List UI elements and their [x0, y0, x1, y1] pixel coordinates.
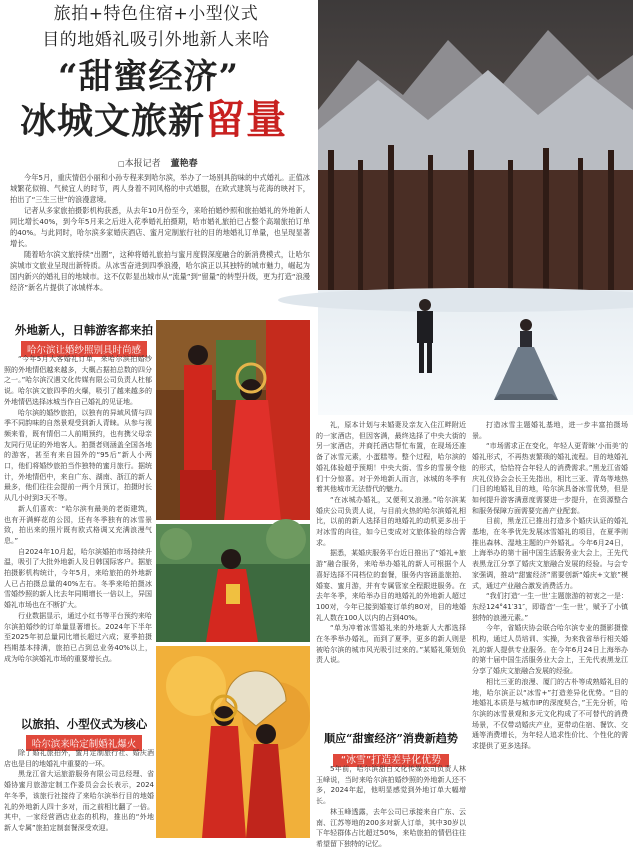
square-icon: □: [118, 160, 125, 168]
section2-paragraph: 黑龙江省大运旅游服务有限公司总经理、省婚协蜜月旅游定制工作委员会会长表示，2024年冬季，该旅行社接待了来哈尔滨举行目的地婚礼的外地新人四十多对，而之前相比翻了一倍。其中，一家经营酒店业态的机构，推出的“外地新人专属”旅拍定制套餐深受欢迎。: [4, 770, 154, 832]
section1-paragraph: “今年5月大客婚礼订单，来哈尔滨拍婚纱照的外地情侣越来越多，大概占据拍总数的四分之一。”哈尔滨汉遇文化传媒有限公司负责人杜郁说。哈尔滨文旅四季的火爆，吸引了越来越多的外地情侣选择冰城当作自己婚礼的见证地。: [4, 355, 152, 406]
lead-paragraph: 今年5月，重庆情侣小丽和小孙专程来到哈尔滨，举办了一场别具韵味的中式婚礼。正值冰城繁花似锦、气候宜人的时节，两人身着不同风格的中式婚服，在欧式建筑与花海的映衬下，拍出了“三生三世”的浪漫意境。: [10, 173, 310, 204]
middle-paragraph: “单为冲着冰雪婚礼来的外地新人大都选择在冬季举办婚礼，而到了夏季，更多的新人则是被哈尔滨的城市风光吸引过来的。”某婚礼策划负责人说。: [316, 624, 466, 665]
headline-line-2: [20, 98, 320, 143]
byline: [118, 156, 198, 169]
byline-author: 董艳春: [170, 159, 198, 169]
byline-label: 本报记者: [124, 159, 161, 169]
middle-paragraph: “在冰城办婚礼，又便利又浪漫。”哈尔滨某婚庆公司负责人说，与目前火热的哈尔滨婚礼相比，以前的新人选择目的地婚礼的动机更多出于对冰雪的向往，如今已变成对文旅体验的综合需求。: [316, 495, 466, 547]
lead-text: [10, 172, 310, 293]
lead-paragraph: 随着哈尔滨文旅持续“出圈”，这种将婚礼旅拍与蜜月度假深度融合的新消费模式，让哈尔滨城市文旅业呈现出新特质。从冰雪奋进到四季浪漫，哈尔滨正以其独特的城市魅力，崛起为国内新兴的婚礼目的地城市。这不仅彰显出城市从“流量”到“留量”的转型升级，更为打造“浪漫经济”新名片提供了冰城样本。: [10, 250, 310, 292]
section2-paragraph: 除了婚礼旅拍外，蜜月定制旅行社、婚庆酒店也是目的地婚礼中重要的一环。: [4, 749, 154, 768]
section2-title: 以旅拍、小型仪式为核心: [20, 717, 148, 731]
middle-body-2: [316, 764, 466, 848]
section1-header: [10, 322, 158, 357]
section1-paragraph: 行业数据显示，通过小红书等平台预约来哈尔滨拍婚纱的订单量显著增长。2024年下半年至2025年初总量同比增长超过六成；夏季拍摄档期基本排满，旅拍已占到总业务40%以上，成为哈尔滨婚礼市场的重要增长点。: [4, 611, 152, 663]
section2-body: [4, 748, 154, 838]
kicker-line-2: 目的地婚礼吸引外地新人来哈: [42, 30, 270, 50]
right-paragraph: 打造冰雪主题婚礼基地，进一步丰富拍摄场景。: [472, 421, 628, 440]
headline-main: 冰城文旅新: [20, 100, 206, 142]
middle-paragraph: 据悉，某婚庆服务平台近日推出了“婚礼+旅游”融合服务，来哈举办婚礼的新人可根据个人喜好选择不同档位的套餐，服务内容涵盖旅拍、婚宴、蜜月游，并有专属管家全程跟进服务。在去年冬季，来哈举办目的地婚礼的外地新人超过100对，今年已接到婚宴订单约80对，目的地婚礼人数在100人以内的占到40%。: [316, 549, 466, 622]
section1-title: 外地新人，日韩游客都来拍: [15, 323, 153, 337]
section2-header: [10, 716, 158, 751]
section2-subtitle: 哈尔滨来哈定制婚礼爆火: [26, 735, 143, 751]
middle-header: [316, 730, 466, 767]
middle-title: 顺应“甜蜜经济”消费新趋势: [324, 732, 458, 745]
section1-paragraph: 哈尔滨的婚纱旅拍，以独有的异域风情与四季不同韵味的自然景观受到新人青睐。从参与视频来看，既有情侣二人前期预约，也有携父母亲友同行见证的外地客人。拍摄者则涵盖全国各地的游客，甚至有来自国外的“95后”新人小两口，他们将婚纱旅拍当作独特的蜜月旅行。据统计，外地情侣中，来自广东、湖南、浙江的新人最多，他们往往会提前一两个月预订，拍摄时长从几小时到3天不等。: [4, 408, 152, 503]
right-paragraph: 今年，省婚庆协会联合哈尔滨专业的摄影摄像机构，通过人员培训、实操，为来我省举行相关婚礼的新人提供专业服务。在今年6月24日上海举办的第十届中国生活服务业大会上，王先代表黑龙江分享了婚庆文旅融合发展的经验。: [472, 624, 628, 676]
right-paragraph: 相比三亚的浪漫、厦门的古朴等成熟婚礼目的地，哈尔滨正以“冰雪+”打造差异化优势。“目的地婚礼本质是与城市IP的深度契合，”王先分析，哈尔滨的冰雪景观和多元文化构成了不可替代的消费场景，不仅带动婚庆产业，更带动住宿、餐饮、交通等消费增长，为年轻人追求性价比、个性化的需求提供了更多选择。: [472, 677, 628, 751]
right-body: [472, 420, 628, 838]
middle-body: [316, 420, 466, 665]
middle-paragraph: 林玉峰透露，去年公司已承接来自广东、云南、江苏等地的200多对新人订单，其中30岁以下年轻群体占比超过50%，来哈旅拍的情侣往往希望留下独特的记忆。: [316, 807, 466, 848]
section1-paragraph: 自2024年10月起，哈尔滨婚拍市场持续升温，吸引了大批外地新人及日韩国际客户。据旅拍摄影机构统计，今年5月，来哈旅拍的外地新人已占拍摄总量的40%左右。冬季来哈拍摄冰雪婚纱照的新人比去年同期增长一倍以上，异国婚礼市场也在不断扩大。: [4, 547, 152, 610]
middle-paragraph: 5年前，哈尔滨甜白文化传媒公司负责人林玉峰说，当时来哈尔滨拍婚纱照的外地新人还不多，2024年起，他明显感觉到外地订单大幅增长。: [316, 765, 466, 806]
headline-highlight: 留量: [205, 96, 288, 143]
headline-line-1: “甜蜜经济”: [58, 57, 240, 97]
lead-paragraph: 记者从多家旅拍摄影机构获悉，从去年10月份至今，来哈拍婚纱照和旅拍婚礼的外地新人同比增长40%，到今年5月来之后进入花季婚礼拍摄期，哈市婚礼旅拍已占整个高端旅拍订单的40%。与此同时，哈尔滨多家婚庆酒店、蜜月定制旅行社的目的地婚礼订单量，也呈现显著增长。: [10, 206, 310, 248]
section1-body: [4, 354, 152, 698]
section1-subtitle: 哈尔滨让婚纱照别具时尚感: [21, 341, 147, 357]
section1-paragraph: 新人们喜欢：“哈尔滨有最美的老街建筑，也有开满鲜花的公园，还有冬季独有的冰雪景致，拍出来的照片既有欧式格调又充满浪漫气息。”: [4, 504, 152, 545]
right-paragraph: 目前，黑龙江已推出打造多个婚庆认证的婚礼基地，在冬季优先发展冰雪婚礼的项目，在夏季则推出森林、湿地主题的户外婚礼。今年6月24日，上海举办的第十届中国生活服务业大会上，王先代表黑龙江分享了婚庆文旅融合发展的经验。与会专家强调，推动“甜蜜经济”需要创新“婚庆+文旅”模式，通过产业融合激发消费活力。: [472, 517, 628, 590]
chinese-wedding-photo-3: [156, 646, 310, 838]
wedding-photo-snow: [318, 0, 633, 415]
right-paragraph: “我们打造‘一生一世’主题旅游的初衷之一是：东经124°41′31″，即谐音‘一生一世’，赋予了小镇独特的浪漫元素。”: [472, 592, 628, 622]
chinese-wedding-photo-1: [156, 320, 310, 520]
right-paragraph: “市场需求正在变化，年轻人更青睐‘小而美’的婚礼形式，不再热衷繁琐的婚礼流程。目的地婚礼的形式，恰恰符合年轻人的消费需求。”黑龙江省婚庆礼仪协会会长王先指出，相比三亚、青岛等地热门目的地婚礼目的地，哈尔滨具备冰雪优势，但是如何提升游客满意度需要进一步提升，在资源整合和服务保障方面需要完善产业配套。: [472, 442, 628, 515]
kicker-line-1: 旅拍+特色住宿+小型仪式: [53, 4, 259, 24]
chinese-wedding-photo-2: [156, 524, 310, 642]
middle-subtitle: “冰雪”打造差异化优势: [333, 754, 449, 767]
middle-paragraph: 礼，原本计划与未婚妻及亲友入住江畔附近的一家酒店，但因客满，最终选择了中央大街的另一家酒店，并商托酒店帮忙布置，在现场还准备了冰雪元素，小蛋糕等。整个过程，哈尔滨的婚礼体验超乎预期！中央大街、雪乡的雪景令他们十分惊喜。对于外地新人而言，冰城的冬季有着其他城市无法替代的魅力。: [316, 421, 466, 494]
